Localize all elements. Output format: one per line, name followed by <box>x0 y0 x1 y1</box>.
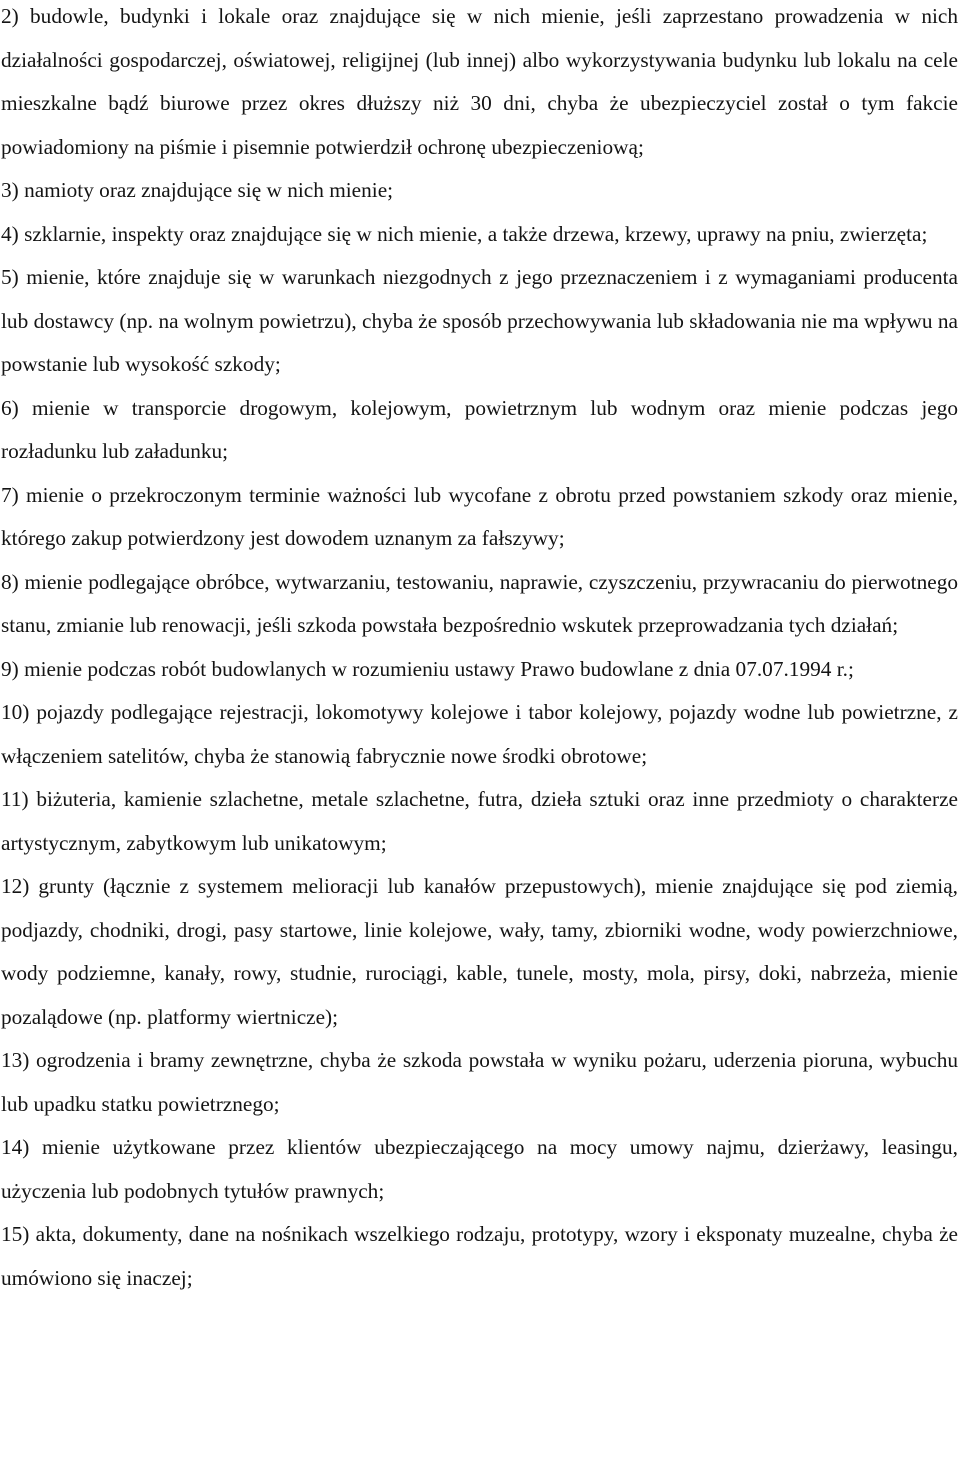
exclusion-item-7: 7) mienie o przekroczonym terminie ważności lub wycofane z obrotu przed powstaniem szkody oraz mienie, którego zakup potwierdzony jest dowodem uznanym za fałszywy; <box>1 482 958 550</box>
exclusion-item-9: 9) mienie podczas robót budowlanych w rozumieniu ustawy Prawo budowlane z dnia 07.07.1994 r.; <box>1 656 854 681</box>
exclusion-item-5: 5) mienie, które znajduje się w warunkach niezgodnych z jego przeznaczeniem i z wymaganiami producenta lub dostawcy (np. na wolnym powietrzu), chyba że sposób przechowywania lub składowania nie ma wpływu na powstanie lub wysokość szkody; <box>1 265 958 376</box>
exclusion-item-2: 2) budowle, budynki i lokale oraz znajdujące się w nich mienie, jeśli zaprzestano prowadzenia w nich działalności gospodarczej, oświatowej, religijnej (lub innej) albo wykorzystywania budynku lub lokalu na cele mieszkalne bądź biurowe przez okres dłuższy niż 30 dni, chyba że ubezpieczyciel został o tym fakcie powiadomiony na piśmie i pisemnie potwierdził ochronę ubezpieczeniową; <box>1 4 958 159</box>
exclusion-item-6: 6) mienie w transporcie drogowym, kolejowym, powietrznym lub wodnym oraz mienie podczas jego rozładunku lub załadunku; <box>1 395 958 463</box>
exclusion-item-13: 13) ogrodzenia i bramy zewnętrzne, chyba że szkoda powstała w wyniku pożaru, uderzenia pioruna, wybuchu lub upadku statku powietrznego; <box>1 1048 958 1116</box>
exclusion-item-10: 10) pojazdy podlegające rejestracji, lokomotywy kolejowe i tabor kolejowy, pojazdy wodne lub powietrzne, z włączeniem satelitów, chyba że stanowią fabrycznie nowe środki obrotowe; <box>1 700 958 768</box>
exclusion-item-4: 4) szklarnie, inspekty oraz znajdujące się w nich mienie, a także drzewa, krzewy, uprawy na pniu, zwierzęta; <box>1 221 928 246</box>
exclusion-item-15: 15) akta, dokumenty, dane na nośnikach wszelkiego rodzaju, prototypy, wzory i eksponaty muzealne, chyba że umówiono się inaczej; <box>1 1222 958 1290</box>
exclusion-item-12: 12) grunty (łącznie z systemem melioracji lub kanałów przepustowych), mienie znajdujące się pod ziemią, podjazdy, chodniki, drogi, pasy startowe, linie kolejowe, wały, tamy, zbiorniki wodne, wody powierzchniowe, wody podziemne, kanały, rowy, studnie, rurociągi, kable, tunele, mosty, mola, pirsy, doki, nabrzeża, mienie pozalądowe (np. platformy wiertnicze); <box>1 874 958 1029</box>
exclusion-item-11: 11) biżuteria, kamienie szlachetne, metale szlachetne, futra, dzieła sztuki oraz inne przedmioty o charakterze artystycznym, zabytkowym lub unikatowym; <box>1 787 958 855</box>
exclusion-item-8: 8) mienie podlegające obróbce, wytwarzaniu, testowaniu, naprawie, czyszczeniu, przywracaniu do pierwotnego stanu, zmianie lub renowacji, jeśli szkoda powstała bezpośrednio wskutek przeprowadzania tych działań; <box>1 569 958 637</box>
exclusion-item-3: 3) namioty oraz znajdujące się w nich mienie; <box>1 178 394 202</box>
exclusion-item-14: 14) mienie użytkowane przez klientów ubezpieczającego na mocy umowy najmu, dzierżawy, leasingu, użyczenia lub podobnych tytułów prawnych; <box>1 1135 958 1203</box>
